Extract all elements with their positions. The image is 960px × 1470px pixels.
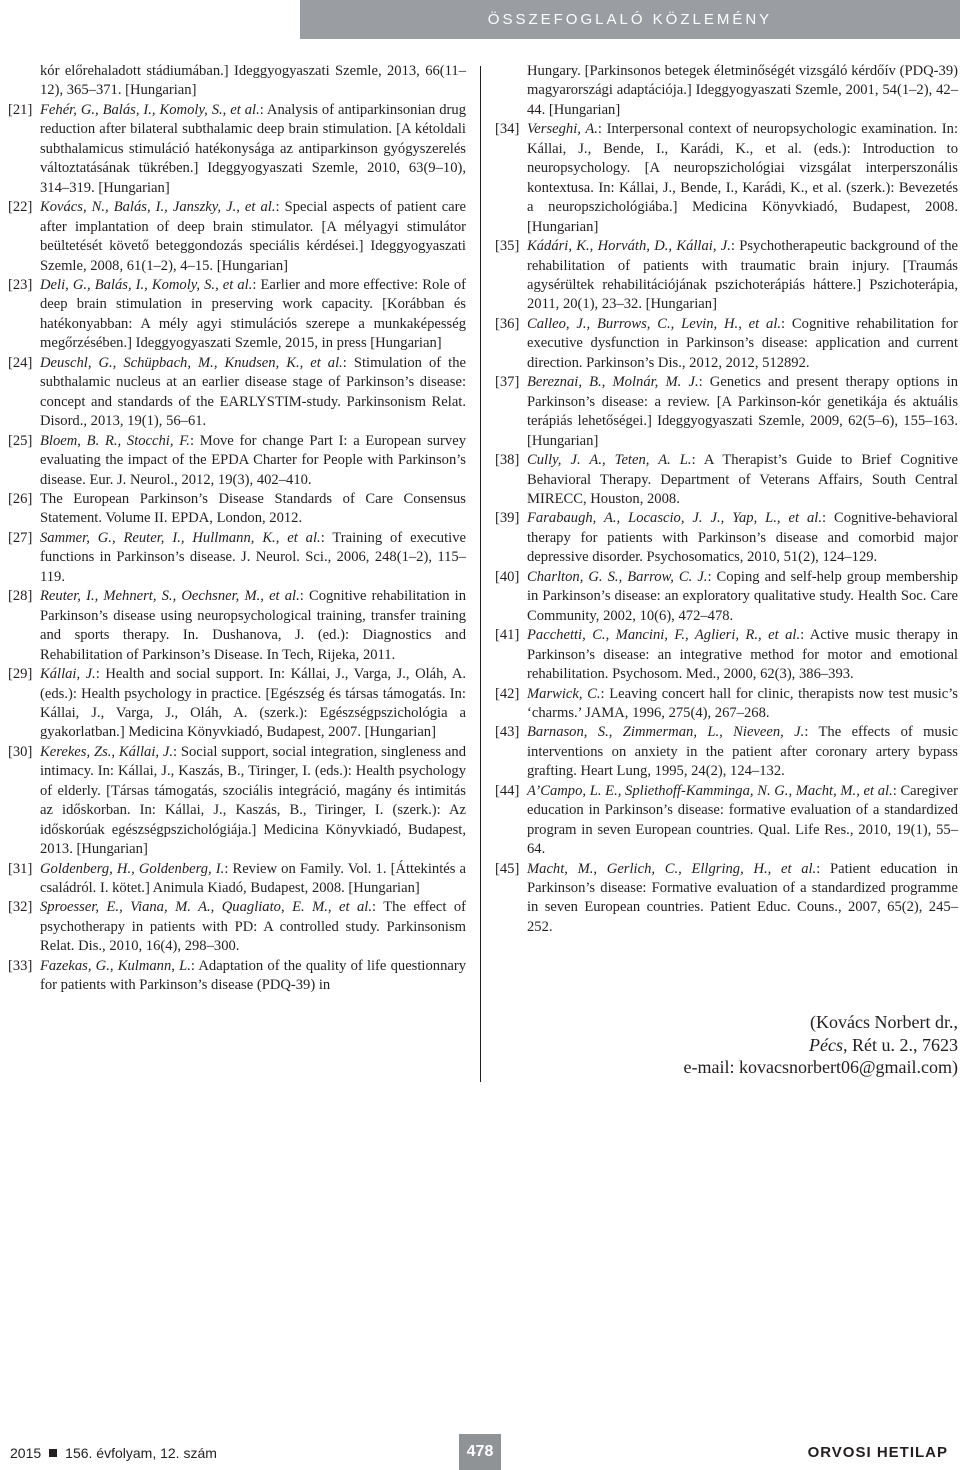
reference-authors: Sproesser, E., Viana, M. A., Quagliato, E. M., et al. [40, 899, 373, 916]
page-footer [0, 1430, 960, 1470]
column-divider [480, 66, 481, 1082]
right-reference-list [495, 120, 958, 937]
reference-text: : Interpersonal context of neuropsychologic examination. In: Kállai, J., Bende, I., Karádi, K., et al. (eds.): Introduction to neuropsychology. [A neuropszichológiai vizsgálat interperszonális kontextusa. In: Kállai, J., Bende, I., Karádi, K., et al. (szerk.): Bevezetés a neuropszichológiába.] Medicina Könyvkiadó, Budapest, 2008. [Hungarian] [527, 121, 958, 235]
reference-number: [39] [495, 510, 520, 527]
reference-item [495, 237, 958, 315]
reference-authors: Barnason, S., Zimmerman, L., Nieveen, J. [527, 724, 805, 741]
reference-authors: Fazekas, G., Kulmann, L. [40, 957, 191, 974]
reference-text: : The effect of psychotherapy in patients with PD: A controlled study. Parkinsonism Relat. Dis., 2010, 16(4), 298–300. [40, 899, 466, 955]
left-column [8, 62, 466, 996]
reference-text: : Coping and self-help group membership in Parkinson’s disease: an exploratory qualitative study. Health Soc. Care Community, 2002, 10(6), 472–478. [527, 568, 959, 624]
reference-text: : Special aspects of patient care after implantation of deep brain stimulator. [A mélyagyi stimulátor beültetését követő beteggondozás speciális kérdései.] Ideggyogyaszati Szemle, 2008, 61(1–2), 4–15. [Hungarian] [40, 199, 467, 274]
reference-item [8, 529, 466, 587]
reference-text: : Health and social support. In: Kállai, J., Varga, J., Oláh, A. (eds.): Health psychology in practice. [Egészség és társas támogatás. In: Kállai, J., Varga, J., Oláh, A. (szerk.): Egészségpszichológia a gyakorlatban.] Medicina Könyvkiadó, Budapest, 2007. [Hungarian] [40, 666, 467, 741]
reference-number: [41] [495, 627, 520, 644]
reference-item [8, 665, 466, 743]
reference-item [8, 276, 466, 354]
reference-number: [32] [8, 899, 33, 916]
reference-item [495, 626, 958, 684]
reference-number: [24] [8, 354, 33, 371]
reference-text: : Genetics and present therapy options in Parkinson’s disease: a review. [A Parkinson-kór genetikája és aktuális terápiás lehetőségei.] Ideggyogyaszati Szemle, 2009, 62(5–6), 155–163. [Hungarian] [527, 374, 958, 449]
reference-authors: Deli, G., Balás, I., Komoly, S., et al. [40, 276, 253, 293]
reference-text: : A Therapist’s Guide to Brief Cognitive Behavioral Therapy. Department of Veterans Affairs, South Central MIRECC, Houston, 2008. [527, 452, 958, 507]
reference-item [495, 451, 958, 509]
reference-text: : Cognitive-behavioral therapy for patients with Parkinson’s disease and comorbid major depressive disorder. Psychosomatics, 2010, 51(2), 124–129. [527, 510, 958, 566]
reference-number: [43] [495, 724, 520, 741]
reference-text: : Leaving concert hall for clinic, therapists now test music’s ‘charms.’ JAMA, 1996, 275(4), 267–268. [527, 685, 958, 721]
reference-number: [23] [8, 276, 33, 293]
reference-item [495, 782, 958, 860]
reference-number: [27] [8, 529, 33, 546]
contact-address [538, 1034, 958, 1057]
reference-item [8, 587, 466, 665]
reference-text: The European Parkinson’s Disease Standards of Care Consensus Statement. Volume II. EPDA, London, 2012. [40, 490, 466, 527]
reference-authors: Marwick, C. [527, 685, 601, 702]
reference-text: : The effects of music interventions on anxiety in the patient after coronary artery bypass grafting. Heart Lung, 1995, 24(2), 124–132. [527, 724, 958, 780]
reference-item [495, 723, 958, 781]
left-reference-list [8, 101, 466, 996]
section-title: ÖSSZEFOGLALÓ KÖZLEMÉNY [487, 11, 773, 28]
reference-authors: Pacchetti, C., Mancini, F., Aglieri, R., et al. [527, 627, 801, 644]
reference-item [495, 509, 958, 567]
reference-item [495, 315, 958, 373]
reference-number: [44] [495, 782, 520, 799]
reference-authors: Deuschl, G., Schüpbach, M., Knudsen, K., et al. [40, 354, 343, 371]
reference-number: [35] [495, 238, 520, 255]
reference-text: : Move for change Part I: a European survey evaluating the impact of the EPDA Charter for People with Parkinson’s disease. Eur. J. Neurol., 2012, 19(3), 402–410. [40, 432, 466, 488]
reference-item [495, 120, 958, 237]
reference-number: [40] [495, 568, 520, 585]
reference-text: : Social support, social integration, singleness and intimacy. In: Kállai, J., Kaszás, B., Tiringer, I. (eds.): Health psychology of elderly. [Társas támogatás, szociális integráció, magány és intimitás az időskorban. In: Kállai, J., Kaszás, B., Tiringer, I. (szerk.): Az időskorúak egészségpszichológiája.] Medicina Könyvkiadó, Budapest, 2013. [Hungarian] [40, 743, 466, 858]
reference-authors: Bloem, B. R., Stocchi, F. [40, 432, 190, 449]
reference-number: [25] [8, 432, 33, 449]
reference-item [8, 898, 466, 956]
reference-number: [29] [8, 666, 33, 683]
reference-item [495, 860, 958, 938]
reference-authors: Reuter, I., Mehnert, S., Oechsner, M., et al. [40, 588, 300, 605]
reference-authors: Calleo, J., Burrows, C., Levin, H., et al. [527, 315, 782, 332]
reference-authors: Verseghi, A. [527, 121, 598, 138]
corresponding-author-contact [538, 1011, 958, 1079]
reference-text: : Adaptation of the quality of life questionnary for patients with Parkinson’s disease (PDQ-39) in [40, 957, 466, 994]
reference-authors: Kádári, K., Horváth, D., Kállai, J. [527, 238, 731, 255]
issue-info [10, 1445, 217, 1461]
reference-text: : Stimulation of the subthalamic nucleus at an earlier disease stage of Parkinson’s disease: concept and standards of the EARLYSTIM-study. Parkinsonism Relat. Disord., 2013, 19(1), 56–61. [40, 354, 466, 430]
reference-number: [26] [8, 490, 33, 507]
reference-text: : Cognitive rehabilitation in Parkinson’s disease using neuropsychological training, transfer training and sports therapy. In. Dushanova, J. (ed.): Diagnostics and Rehabilitation of Parkinson’s Disease. In Tech, Rijeka, 2011. [40, 588, 466, 663]
footer-issue: 156. évfolyam, 12. szám [65, 1445, 217, 1461]
reference-authors: Fehér, G., Balás, I., Komoly, S., et al. [40, 101, 260, 118]
reference-item [8, 957, 466, 996]
reference-authors: Bereznai, B., Molnár, M. J. [527, 374, 699, 391]
reference-text: : Cognitive rehabilitation for executive dysfunction in Parkinson’s disease: application and current direction. Parkinson’s Dis., 2012, 2012, 512892. [527, 315, 958, 371]
reference-text: : Review on Family. Vol. 1. [Áttekintés a családról. I. kötet.] Animula Kiadó, Budapest, 2008. [Hungarian] [40, 860, 466, 897]
reference-authors: Charlton, G. S., Barrow, C. J. [527, 568, 708, 585]
page-number: 478 [459, 1434, 501, 1470]
reference-number: [45] [495, 860, 520, 877]
reference-number: [37] [495, 374, 520, 391]
reference-authors: Kovács, N., Balás, I., Janszky, J., et al. [40, 199, 276, 216]
reference-item [8, 432, 466, 490]
reference-number: [33] [8, 957, 33, 974]
contact-email: e-mail: kovacsnorbert06@gmail.com) [683, 1057, 958, 1077]
reference-item [8, 860, 466, 899]
reference-text: : Caregiver education in Parkinson’s disease: formative evaluation of a standardized program in seven European countries. Qual. Life Res., 2010, 19(1), 55–64. [527, 782, 958, 858]
reference-item [8, 101, 466, 198]
square-bullet-icon [49, 1449, 57, 1457]
reference-continuation: kór előrehaladott stádiumában.] Ideggyogyaszati Szemle, 2013, 66(11–12), 365–371. [Hungarian] [40, 63, 466, 99]
reference-authors: Kerekes, Zs., Kállai, J. [40, 743, 173, 760]
reference-number: [22] [8, 199, 33, 216]
reference-text: : Patient education in Parkinson’s disease: Formative evaluation of a standardized programme in seven European countries. Patient Educ. Couns., 2007, 65(2), 245–252. [527, 860, 958, 935]
reference-authors: Cully, J. A., Teten, A. L. [527, 452, 692, 469]
reference-number: [31] [8, 860, 33, 877]
reference-item [8, 490, 466, 529]
reference-authors: Farabaugh, A., Locascio, J. J., Yap, L., et al. [527, 510, 822, 527]
journal-name: ORVOSI HETILAP [807, 1444, 948, 1461]
reference-authors: Kállai, J. [40, 666, 96, 683]
reference-item [495, 373, 958, 451]
section-header-bar [300, 0, 960, 39]
reference-authors: A’Campo, L. E., Spliethoff-Kamminga, N. G., Macht, M., et al. [527, 782, 893, 799]
reference-item [8, 354, 466, 432]
reference-number: [36] [495, 315, 520, 332]
reference-continuation: Hungary. [Parkinsonos betegek életminőségét vizsgáló kérdőív (PDQ-39) magyarországi adaptációja.] Ideggyogyaszati Szemle, 2001, 54(1–2), 42–44. [Hungarian] [527, 63, 958, 118]
reference-item [495, 685, 958, 724]
reference-authors: Sammer, G., Reuter, I., Hullmann, K., et al. [40, 529, 321, 546]
reference-item [8, 198, 466, 276]
reference-number: [28] [8, 588, 33, 605]
reference-authors: Goldenberg, H., Goldenberg, I. [40, 860, 225, 877]
footer-year: 2015 [10, 1445, 42, 1461]
reference-authors: Macht, M., Gerlich, C., Ellgring, H., et al. [527, 860, 817, 877]
contact-name: (Kovács Norbert dr., [810, 1012, 958, 1032]
reference-number: [34] [495, 121, 520, 138]
contact-street: Rét u. 2., 7623 [847, 1034, 958, 1055]
contact-city: Pécs, [809, 1034, 848, 1055]
reference-text: : Training of executive functions in Parkinson’s disease. J. Neurol. Sci., 2006, 248(1–2), 115–119. [40, 529, 466, 585]
reference-text: : Earlier and more effective: Role of deep brain stimulation in preserving work capacity. [Korábban és hatékonyabban: A mély agyi stimulációs szerepe a munkaképesség megőrzésében.] Ideggyogyaszati Szemle, 2015, in press [Hungarian] [40, 276, 466, 352]
reference-number: [42] [495, 685, 520, 702]
reference-item [495, 568, 958, 626]
reference-text: : Psychotherapeutic background of the rehabilitation of patients with traumatic brain injury. [Traumás agysérültek rehabilitációjának pszichoterápiás háttere.] Pszichoterápia, 2011, 20(1), 23–32. [Hungarian] [527, 238, 959, 313]
reference-number: [38] [495, 452, 520, 469]
reference-number: [21] [8, 101, 33, 118]
reference-number: [30] [8, 743, 33, 760]
reference-item [8, 743, 466, 860]
reference-text: : Analysis of antiparkinsonian drug reduction after bilateral subthalamic deep brain stimulation. [A kétoldali subthalamicus stimuláció hatékonysága az antiparkinson gyógyszerelés változtatásának tükrében.] Ideggyogyaszati Szemle, 2010, 63(9–10), 314–319. [Hungarian] [40, 101, 466, 196]
right-column [495, 62, 958, 937]
reference-text: : Active music therapy in Parkinson’s disease: an integrative method for motor and emotional rehabilitation. Psychosom. Med., 2000, 62(3), 386–393. [527, 627, 958, 683]
